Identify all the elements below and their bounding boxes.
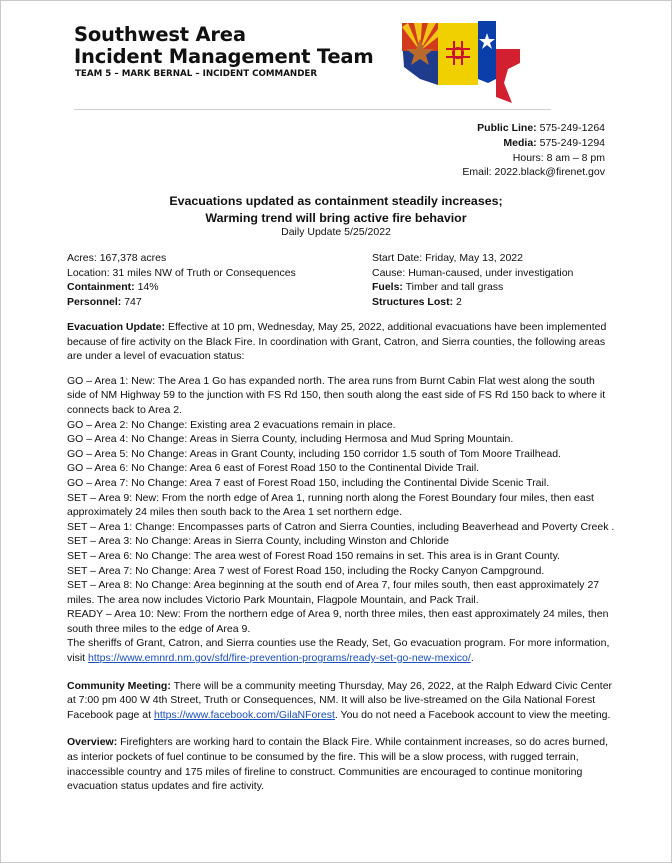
evacuation-area-item: SET – Area 3: No Change: Areas in Sierra County, including Winston and Chloride bbox=[67, 535, 449, 548]
overview bbox=[67, 735, 615, 793]
stat-label: Structures Lost: bbox=[372, 296, 454, 309]
stat-row bbox=[372, 251, 672, 266]
stat-value: 2 bbox=[456, 296, 462, 309]
stat-value: Human-caused, under investigation bbox=[408, 266, 574, 279]
texas-flag-icon bbox=[478, 21, 520, 103]
stat-value: 31 miles NW of Truth or Consequences bbox=[112, 266, 296, 279]
hours-line bbox=[305, 151, 605, 166]
evacuation-area-item: SET – Area 9: New: From the north edge of Area 1, running north along the Forest Boundary four miles, then east approximately 24 miles then south back to the Area 1 set northern edge. bbox=[67, 491, 594, 519]
email-value: 2022.black@firenet.gov bbox=[494, 166, 605, 179]
media-line-value: 575-249-1294 bbox=[539, 136, 605, 149]
fire-stats-left bbox=[67, 251, 367, 310]
hours-value: 8 am – 8 pm bbox=[546, 151, 605, 164]
community-meeting-label: Community Meeting: bbox=[67, 679, 171, 692]
community-meeting-text: There will be a community meeting Thursday, May 26, 2022, at the Ralph Edward Civic Center at 7:00 pm 400 W 4th Street, Truth or Consequences, NM. It will also be live-streamed on the Gila National Forest Facebook page at bbox=[67, 679, 613, 721]
evacuation-area-item: GO – Area 4: No Change: Areas in Sierra County, including Hermosa and Mud Spring Mountain. bbox=[67, 433, 514, 446]
southwest-states-flags-logo bbox=[400, 19, 522, 107]
evacuation-area-item: READY – Area 10: New: From the northern edge of Area 9, north three miles, then east approximately 24 miles, then south three miles to the edge of Area 9. bbox=[67, 608, 609, 635]
team-title-line2: Incident Management Team bbox=[74, 45, 374, 68]
email-label: Email: bbox=[462, 166, 492, 179]
headline-line1: Evacuations updated as containment steadily increases; bbox=[169, 194, 503, 208]
stat-value: Friday, May 13, 2022 bbox=[425, 252, 523, 264]
stat-value: 167,378 acres bbox=[99, 252, 167, 264]
stat-label: Start Date: bbox=[372, 252, 423, 264]
evacuation-area-item: SET – Area 8: No Change: Area beginning at the south end of Area 7, four miles south, then east approximately 27 miles. The area now includes Victorio Park Mountain, Flagpole Mountain, and Pack Trail. bbox=[67, 579, 600, 606]
evacuation-update-label: Evacuation Update: bbox=[67, 321, 166, 333]
hours-label: Hours: bbox=[512, 151, 544, 164]
stat-row bbox=[372, 280, 672, 295]
stat-row bbox=[67, 280, 367, 295]
stat-label: Containment: bbox=[67, 281, 135, 294]
evacuation-intro-text: Effective at 10 pm, Wednesday, May 25, 2022, additional evacuations have been implemented because of fire activity on the Black Fire. In coordination with Grant, Catron, and Sierra counties, the following areas are under a level of evacuation status: bbox=[67, 321, 607, 363]
gila-facebook-link[interactable]: https://www.facebook.com/GilaNForest bbox=[153, 708, 335, 721]
evacuation-area-item: SET – Area 6: No Change: The area west of Forest Road 150 remains in set. This area is in Grant County. bbox=[67, 549, 560, 562]
header-divider bbox=[74, 109, 551, 110]
evacuation-program-info bbox=[67, 636, 615, 665]
stat-row bbox=[67, 295, 367, 310]
evacuation-area-item: GO – Area 2: No Change: Existing area 2 evacuations remain in place. bbox=[67, 418, 396, 431]
evacuation-intro bbox=[67, 320, 615, 364]
evacuation-area-item: GO – Area 5: No Change: Areas in Grant County, including 150 corridor 1.5 south of Tom Moore Trailhead. bbox=[67, 447, 561, 460]
public-line bbox=[305, 121, 605, 136]
ready-set-go-link[interactable]: https://www.emnrd.nm.gov/sfd/fire-prevention-programs/ready-set-go-new-mexico/ bbox=[88, 652, 471, 665]
stat-value: 14% bbox=[137, 281, 159, 294]
contact-block bbox=[305, 121, 605, 180]
evacuation-list bbox=[67, 374, 615, 637]
public-line-value: 575-249-1264 bbox=[539, 122, 605, 134]
overview-text: Firefighters are working hard to contain the Black Fire. While containment increases, so do acres burned, as interior pockets of fuel continue to be consumed by the fire. This will be a slow process, with rugged terrain, inaccessible country and 175 miles of fireline to construct. Communities are encouraged to continue monitoring evacuation status updates and fire activity. bbox=[67, 736, 609, 793]
evacuation-program-end: . bbox=[470, 652, 474, 665]
body-text bbox=[67, 320, 615, 794]
stat-row bbox=[372, 266, 672, 281]
stat-label: Location: bbox=[67, 266, 110, 279]
headline bbox=[81, 193, 591, 226]
arizona-flag-icon bbox=[402, 23, 438, 85]
stat-value: 747 bbox=[124, 296, 142, 309]
fire-stats-right bbox=[372, 251, 672, 310]
stat-label: Cause: bbox=[372, 266, 406, 279]
team-title-line1: Southwest Area bbox=[74, 23, 246, 46]
evacuation-area-item: GO – Area 1: New: The Area 1 Go has expanded north. The area runs from Burnt Cabin Flat west along the south side of NM Highway 59 to the junction with FS Rd 150, then south along the east side of FS Rd 150 back to where it connects back to Area 2. bbox=[67, 374, 606, 416]
overview-label: Overview: bbox=[67, 736, 118, 749]
headline-line2: Warming trend will bring active fire behavior bbox=[205, 210, 467, 225]
stat-label: Acres: bbox=[67, 252, 97, 264]
media-line bbox=[305, 136, 605, 151]
email-line bbox=[305, 165, 605, 180]
stat-label: Personnel: bbox=[67, 296, 122, 309]
community-meeting-end: . You do not need a Facebook account to view the meeting. bbox=[334, 708, 611, 721]
community-meeting bbox=[67, 679, 615, 723]
new-mexico-flag-icon bbox=[438, 23, 478, 85]
stat-row bbox=[67, 266, 367, 281]
stat-row bbox=[67, 251, 367, 266]
evacuation-area-item: SET – Area 7: No Change: Area 7 west of Forest Road 150, including the Rocky Canyon Campground. bbox=[67, 564, 545, 577]
stat-row bbox=[372, 295, 672, 310]
stat-value: Timber and tall grass bbox=[405, 281, 504, 294]
stat-label: Fuels: bbox=[372, 281, 403, 294]
team-title bbox=[74, 24, 404, 68]
daily-update-date: Daily Update 5/25/2022 bbox=[281, 226, 391, 238]
evacuation-area-item: SET – Area 1: Change: Encompasses parts of Catron and Sierra Counties, including Beaverhead and Poverty Creek . bbox=[67, 520, 615, 533]
team-subtitle: TEAM 5 – MARK BERNAL – INCIDENT COMMANDER bbox=[75, 69, 318, 79]
evacuation-area-item: GO – Area 7: No Change: Area 7 east of Forest Road 150, including the Continental Divide Scenic Trail. bbox=[67, 476, 550, 489]
evacuation-area-item: GO – Area 6: No Change: Area 6 east of Forest Road 150 to the Continental Divide Trail. bbox=[67, 462, 480, 475]
public-line-label: Public Line: bbox=[477, 122, 537, 134]
media-line-label: Media: bbox=[503, 136, 537, 149]
evacuation-program-text: The sheriffs of Grant, Catron, and Sierra counties use the Ready, Set, Go evacuation program. For more information, visit bbox=[67, 637, 610, 665]
